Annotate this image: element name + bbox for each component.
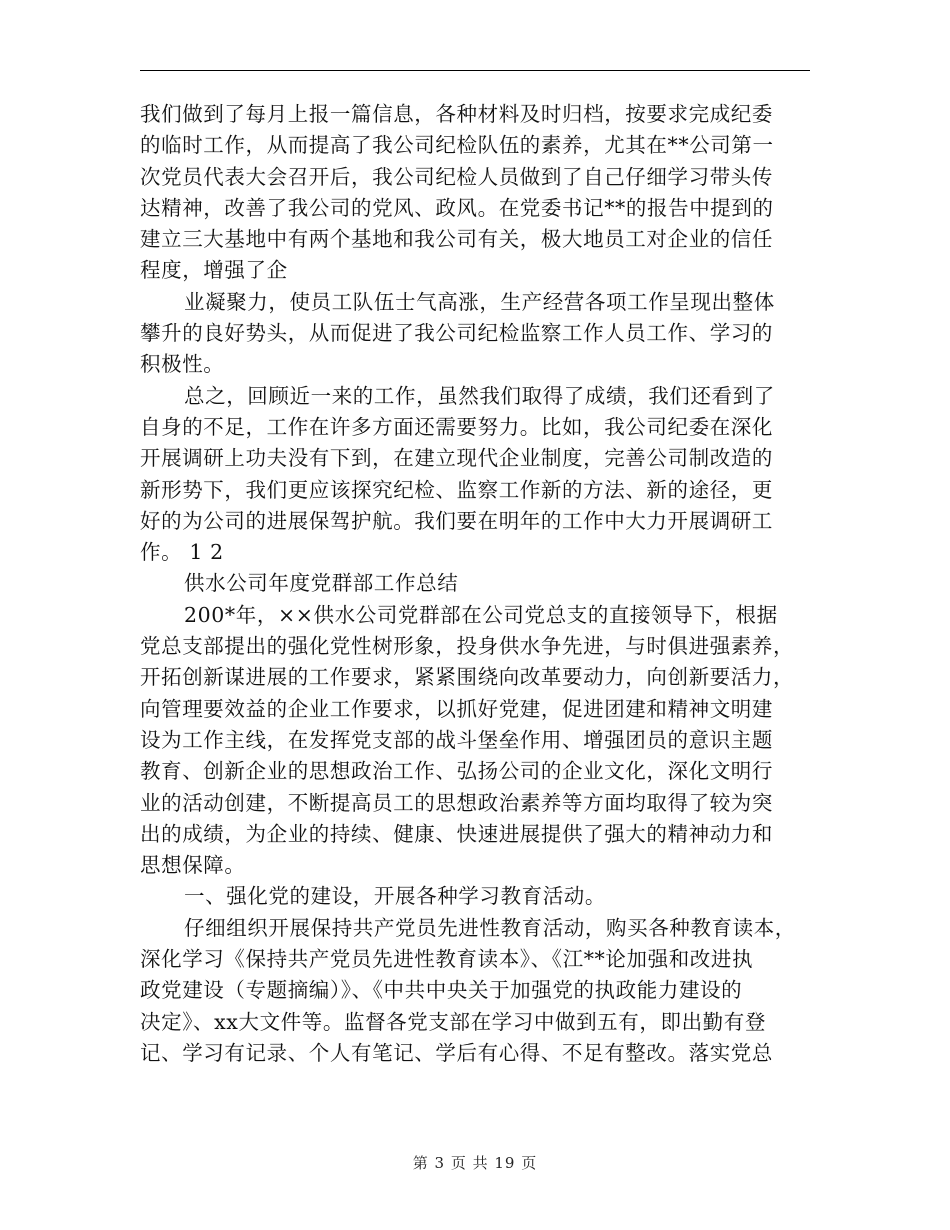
text-line: 我们做到了每月上报一篇信息，各种材料及时归档，按要求完成纪委 bbox=[140, 102, 773, 126]
text-line: 政党建设（专题摘编）》、《中共中央关于加强党的执政能力建设的 bbox=[140, 978, 743, 1003]
document-body bbox=[140, 99, 805, 1069]
text-line: 积极性。 bbox=[140, 352, 225, 377]
text-line: 建立三大基地中有两个基地和我公司有关，极大地员工对企业的信任 bbox=[140, 227, 773, 252]
text-line: 党总支部提出的强化党性树形象，投身供水争先进，与时俱进强素养， bbox=[140, 634, 795, 659]
text-line: 攀升的良好势头，从而促进了我公司纪检监察工作人员工作、学习的 bbox=[140, 321, 773, 346]
text-line: 总之，回顾近一来的工作，虽然我们取得了成绩，我们还看到了 bbox=[184, 383, 775, 408]
text-line: 的临时工作，从而提高了我公司纪检队伍的素养，尤其在**公司第一 bbox=[140, 133, 774, 158]
text-line: 开拓创新谋进展的工作要求，紧紧围绕向改革要动力，向创新要活力， bbox=[140, 665, 795, 690]
page-number-footer: 第 3 页 共 19 页 bbox=[412, 1154, 538, 1172]
text-line: 200*年，××供水公司党群部在公司党总支的直接领导下，根据 bbox=[184, 602, 778, 627]
text-line: 达精神，改善了我公司的党风、政风。在党委书记**的报告中提到的 bbox=[140, 195, 774, 220]
text-line: 次党员代表大会召开后，我公司纪检人员做到了自己仔细学习带头传 bbox=[140, 164, 773, 189]
text-line: 仔细组织开展保持共产党员先进性教育活动，购买各种教育读本， bbox=[184, 915, 796, 940]
text-line: 思想保障。 bbox=[140, 853, 246, 878]
text-line: 供水公司年度党群部工作总结 bbox=[184, 571, 459, 596]
text-line: 程度，增强了企 bbox=[140, 258, 288, 283]
text-line: 作。 1 2 bbox=[140, 540, 224, 565]
text-line: 自身的不足，工作在许多方面还需要努力。比如，我公司纪委在深化 bbox=[140, 414, 773, 439]
text-line: 一、强化党的建设，开展各种学习教育活动。 bbox=[184, 884, 606, 909]
text-line: 设为工作主线，在发挥党支部的战斗堡垒作用、增强团员的意识主题 bbox=[140, 727, 773, 752]
text-line: 开展调研上功夫没有下到，在建立现代企业制度，完善公司制改造的 bbox=[140, 446, 773, 471]
text-line: 好的为公司的进展保驾护航。我们要在明年的工作中大力开展调研工 bbox=[140, 508, 773, 533]
text-line: 决定》、xx大文件等。监督各党支部在学习中做到五有，即出勤有登 bbox=[140, 1009, 766, 1034]
text-line: 记、学习有记录、个人有笔记、学后有心得、不足有整改。落实党总 bbox=[140, 1040, 773, 1065]
text-line: 深化学习《保持共产党员先进性教育读本》、《江**论加强和改进执 bbox=[140, 947, 754, 972]
text-line: 新形势下，我们更应该探究纪检、监察工作新的方法、新的途径，更 bbox=[140, 477, 773, 502]
text-line: 向管理要效益的企业工作要求，以抓好党建，促进团建和精神文明建 bbox=[140, 696, 773, 721]
text-line: 业凝聚力，使员工队伍士气高涨，生产经营各项工作呈现出整体 bbox=[184, 289, 775, 314]
text-line: 出的成绩，为企业的持续、健康、快速进展提供了强大的精神动力和 bbox=[140, 821, 773, 846]
text-line: 业的活动创建，不断提高员工的思想政治素养等方面均取得了较为突 bbox=[140, 790, 773, 815]
text-line: 教育、创新企业的思想政治工作、弘扬公司的企业文化，深化文明行 bbox=[140, 759, 773, 784]
header-rule bbox=[140, 70, 810, 71]
